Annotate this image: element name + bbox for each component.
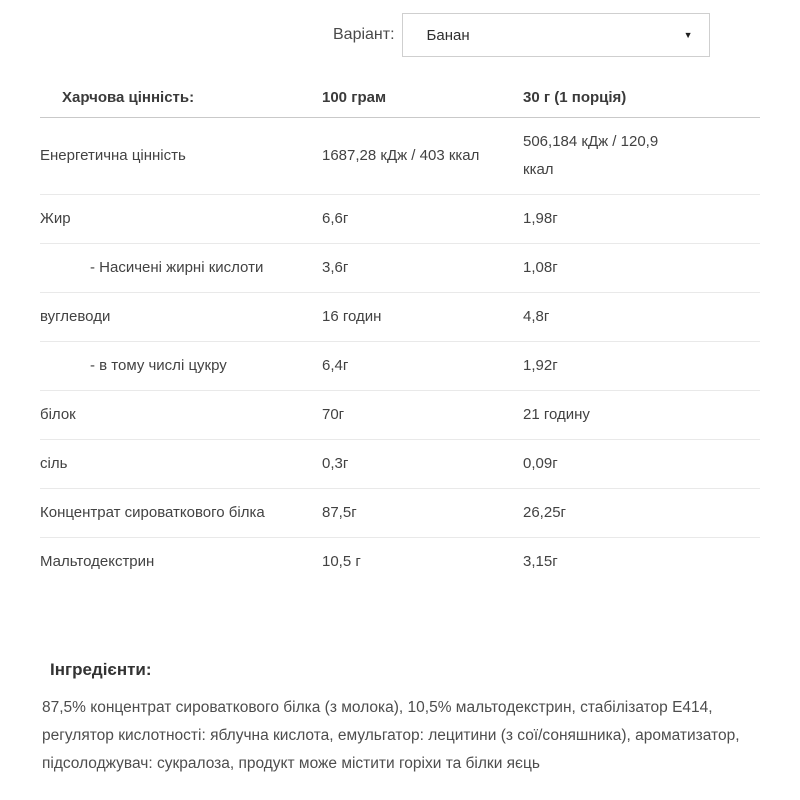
value-100g xyxy=(322,195,523,244)
value-30g xyxy=(523,293,760,342)
column-header-nutrition: Харчова цінність: xyxy=(40,78,322,118)
variant-selected-value: Банан xyxy=(426,26,470,44)
value-100g-text: 6,6г xyxy=(322,210,349,227)
nutrition-table-body xyxy=(40,118,760,587)
value-100g xyxy=(322,538,523,587)
table-row xyxy=(40,489,760,538)
row-label: сіль xyxy=(40,440,322,489)
value-100g xyxy=(322,342,523,391)
chevron-down-icon: ▼ xyxy=(683,29,693,40)
row-label: - в тому числі цукру xyxy=(40,342,322,391)
value-30g-text: 0,09г xyxy=(523,455,558,472)
value-100g-text: 1687,28 кДж / 403 ккал xyxy=(322,147,480,164)
variant-select[interactable] xyxy=(402,13,710,57)
value-100g-text: 70г xyxy=(322,406,345,423)
variant-row xyxy=(333,13,710,57)
value-100g xyxy=(322,440,523,489)
value-30g-text: 1,92г xyxy=(523,357,558,374)
value-30g-text: 4,8г xyxy=(523,308,550,325)
value-100g-text: 87,5г xyxy=(322,504,357,521)
value-100g xyxy=(322,244,523,293)
value-100g-text: 0,3г xyxy=(322,455,349,472)
value-30g xyxy=(523,391,760,440)
value-30g-text: 1,08г xyxy=(523,259,558,276)
value-30g-text: 21 годину xyxy=(523,406,590,423)
value-100g xyxy=(322,391,523,440)
value-30g-text: 26,25г xyxy=(523,504,567,521)
value-100g-text: 6,4г xyxy=(322,357,349,374)
row-label: Концентрат сироваткового білка xyxy=(40,489,322,538)
value-30g xyxy=(523,244,760,293)
row-label: Мальтодекстрин xyxy=(40,553,155,570)
value-100g-text: 16 годин xyxy=(322,308,382,325)
table-row xyxy=(40,293,760,342)
row-label: білок xyxy=(40,391,322,440)
row-label: вуглеводи xyxy=(40,293,322,342)
ingredients-heading: Інгредієнти: xyxy=(50,660,152,679)
table-row xyxy=(40,391,760,440)
row-label: - Насичені жирні кислоти xyxy=(40,244,322,293)
value-100g xyxy=(322,293,523,342)
nutrition-table-header-row xyxy=(40,78,760,118)
value-30g-text: 3,15г xyxy=(523,553,558,570)
ingredients-section xyxy=(42,660,744,778)
table-row xyxy=(40,538,760,587)
nutrition-table xyxy=(40,78,760,586)
value-30g xyxy=(523,538,760,587)
value-100g xyxy=(322,118,523,195)
variant-label: Варіант: xyxy=(333,26,395,43)
column-header-100g: 100 грам xyxy=(322,78,523,118)
table-row xyxy=(40,440,760,489)
value-30g xyxy=(523,440,760,489)
value-30g-text: 506,184 кДж / 120,9 ккал xyxy=(523,133,659,178)
value-30g xyxy=(523,342,760,391)
table-row xyxy=(40,244,760,293)
row-label: Енергетична цінність xyxy=(40,118,322,195)
value-30g-text: 1,98г xyxy=(523,210,558,227)
value-100g xyxy=(322,489,523,538)
value-30g xyxy=(523,195,760,244)
value-30g xyxy=(523,489,760,538)
table-row xyxy=(40,195,760,244)
table-row xyxy=(40,118,760,195)
row-label: Жир xyxy=(40,195,322,244)
value-30g xyxy=(523,118,760,195)
value-100g-text: 10,5 г xyxy=(322,553,361,570)
value-100g-text: 3,6г xyxy=(322,259,349,276)
ingredients-text: 87,5% концентрат сироваткового білка (з молока), 10,5% мальтодекстрин, стабілізатор Е414, регулятор кислотності: яблучна кислота, емульгатор: лецитини (з сої/соняшника), ароматизатор, підсолоджувач: сукралоза, продукт може містити горіхи та білки яєць xyxy=(42,699,740,773)
column-header-30g: 30 г (1 порція) xyxy=(523,78,760,118)
table-row xyxy=(40,342,760,391)
